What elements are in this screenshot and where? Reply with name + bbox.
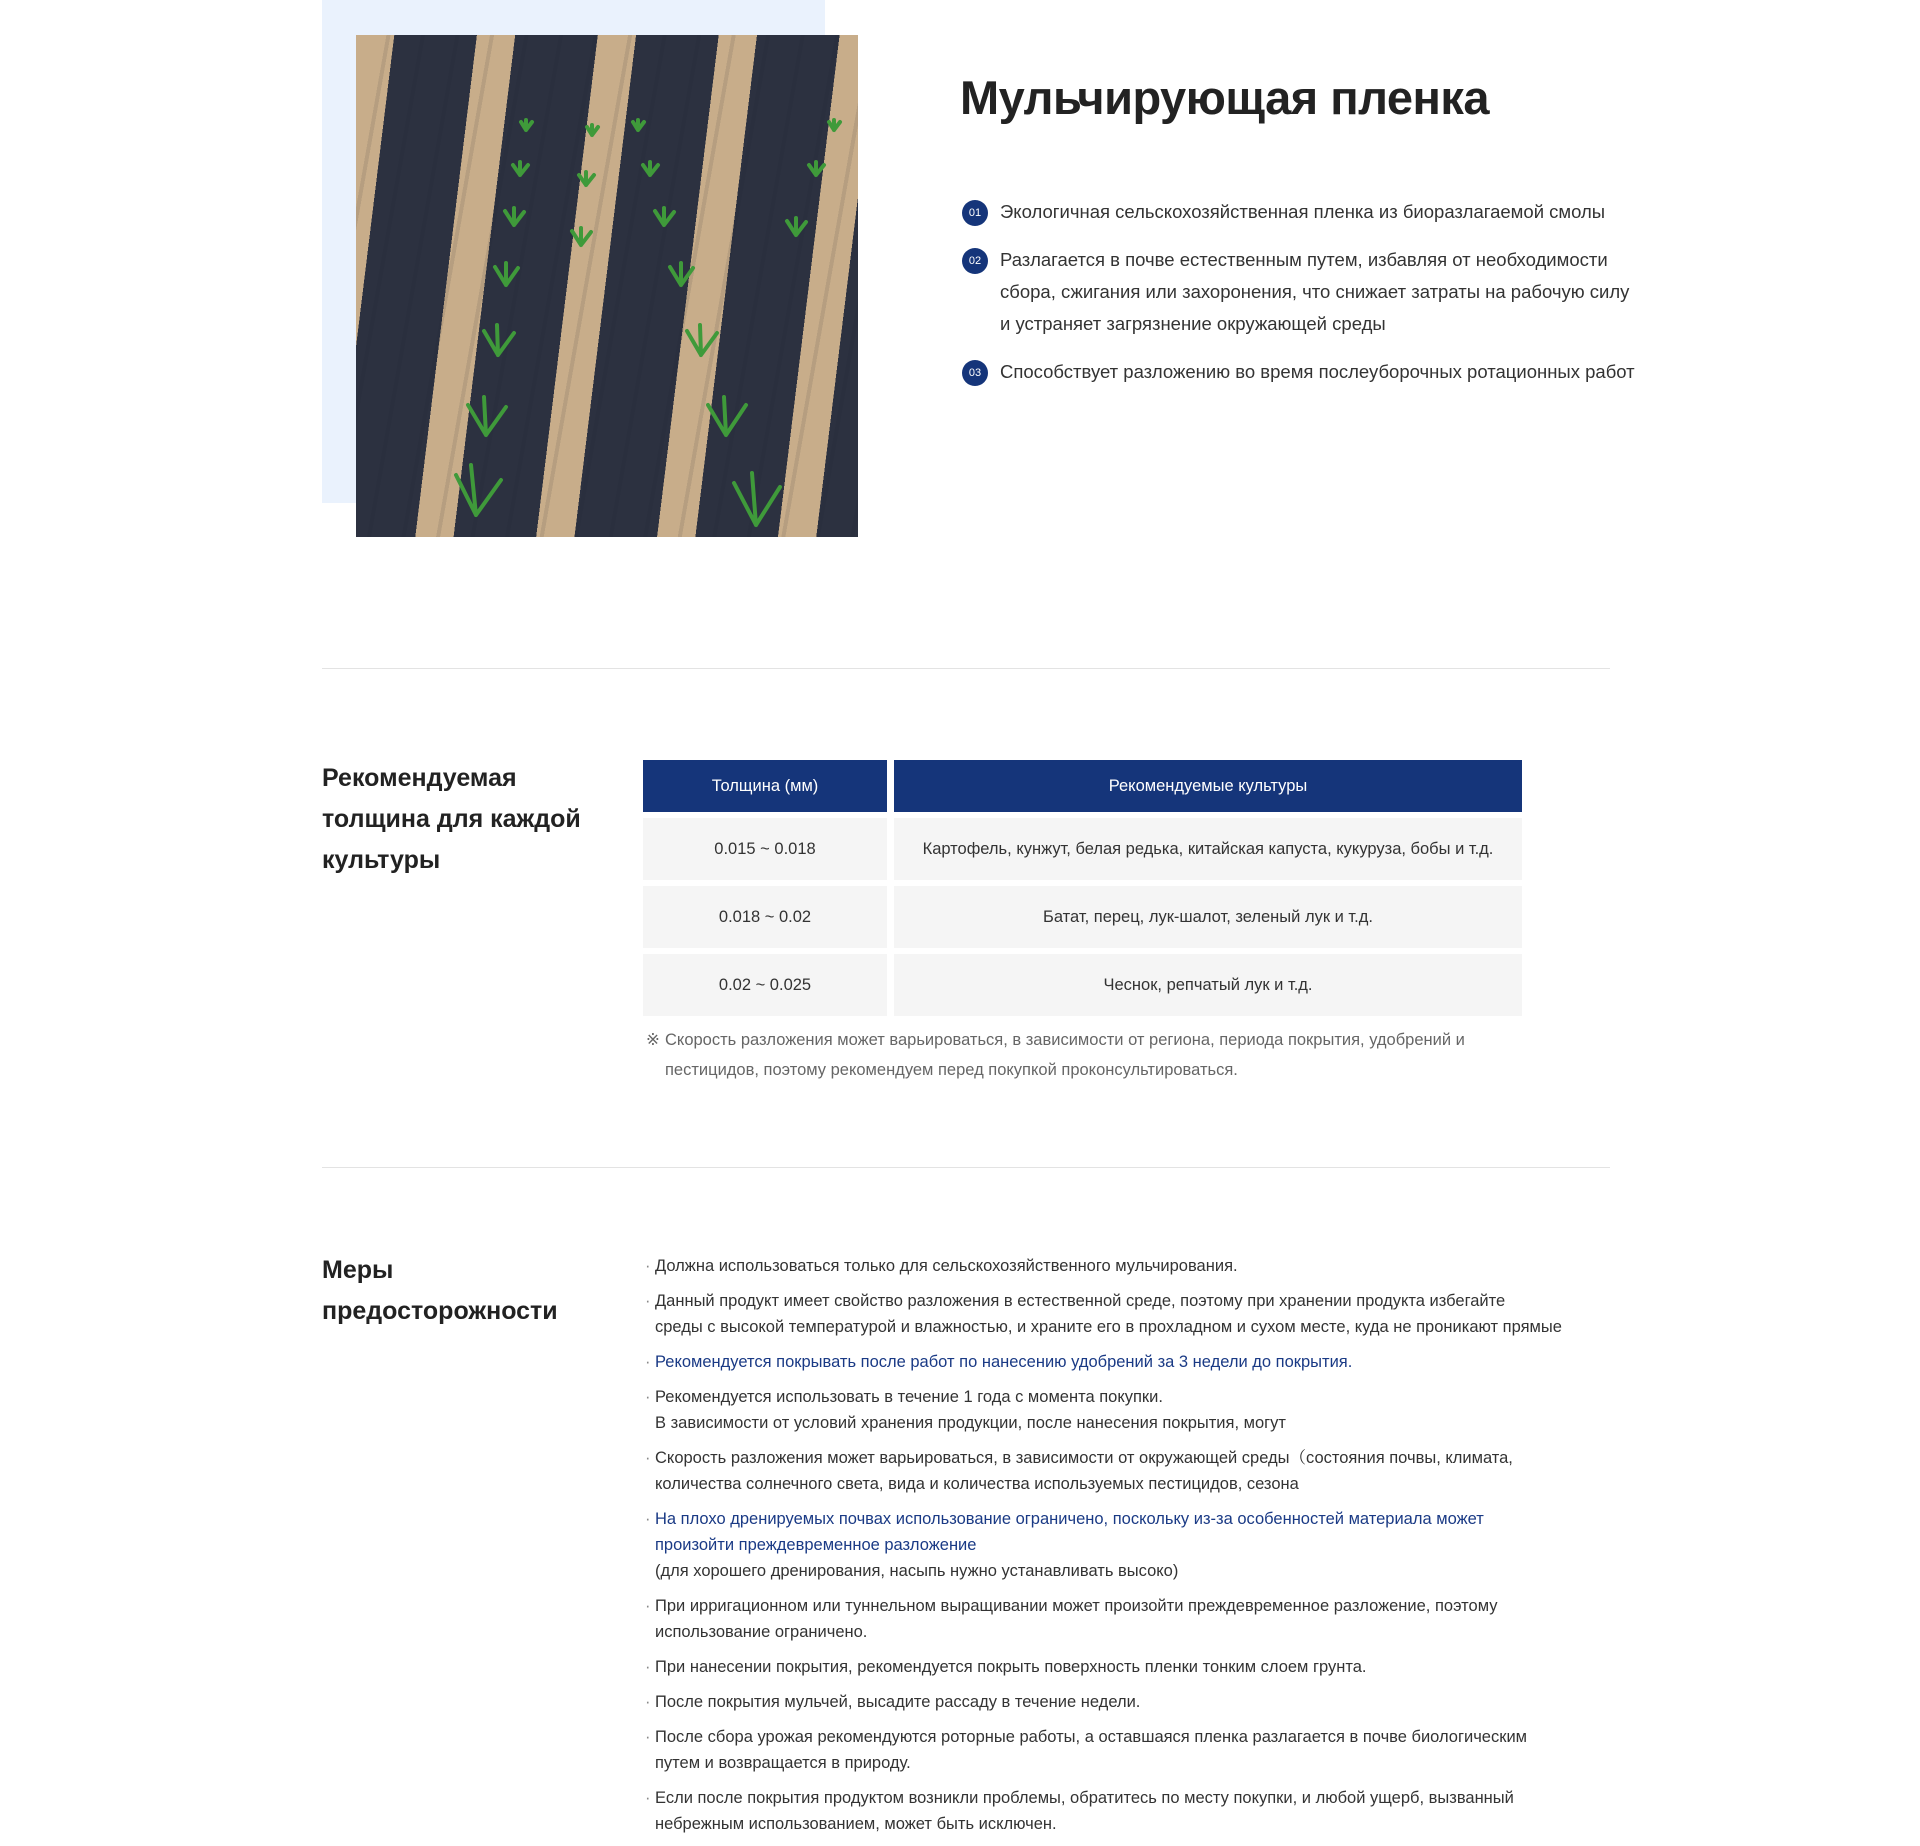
list-item (645, 1785, 1605, 1837)
precautions-list (645, 1253, 1605, 1846)
precautions-section-title (322, 1250, 558, 1332)
column-header-crops: Рекомендуемые культуры (894, 760, 1522, 812)
feature-item (962, 356, 1682, 388)
list-item-text: небрежным использованием, может быть исключен. (655, 1815, 1057, 1833)
table-row (643, 818, 1522, 880)
mulch-film-field-photo (356, 35, 858, 537)
list-item (645, 1506, 1605, 1584)
list-item-text: При нанесении покрытия, рекомендуется покрыть поверхность пленки тонким слоем грунта. (655, 1658, 1367, 1676)
bullet-icon: · (645, 1292, 651, 1310)
page-title: Мульчирующая пленка (960, 71, 1490, 124)
list-item (645, 1724, 1605, 1776)
feature-text: Способствует разложению во время послеуборочных ротационных работ (1000, 361, 1635, 382)
list-item-text: Данный продукт имеет свойство разложения в естественной среде, поэтому при хранении продукта избегайте (655, 1292, 1506, 1310)
bullet-icon: · (645, 1510, 651, 1528)
feature-number-badge: 01 (962, 200, 988, 226)
feature-text: Экологичная сельскохозяйственная пленка из биоразлагаемой смолы (1000, 201, 1606, 222)
crops-cell: Чеснок, репчатый лук и т.д. (894, 954, 1522, 1016)
reference-mark-icon: ※ (646, 1031, 660, 1049)
bullet-icon: · (645, 1789, 651, 1807)
feature-item (962, 244, 1640, 340)
bullet-icon: · (645, 1693, 651, 1711)
list-item-text: произойти преждевременное разложение (655, 1536, 977, 1554)
list-item-text: Скорость разложения может варьироваться, в зависимости от окружающей среды（состояния почвы, климата, (655, 1449, 1513, 1467)
feature-text: Разлагается в почве естественным путем, избавляя от необходимости сбора, сжигания или захоронения, что снижает затраты на рабочую силу и устраняет загрязнение окружающей среды (1000, 249, 1630, 334)
list-item-text: После покрытия мульчей, высадите рассаду в течение недели. (655, 1693, 1141, 1711)
section-title-line: культуры (322, 846, 441, 874)
list-item-text: Должна использоваться только для сельскохозяйственного мульчирования. (655, 1257, 1238, 1275)
bullet-icon: · (645, 1257, 651, 1275)
note-text: Скорость разложения может варьироваться, в зависимости от региона, периода покрытия, удобрений и пестицидов, поэтому рекомендуем перед покупкой проконсультироваться. (665, 1031, 1465, 1079)
thickness-section-title (322, 758, 581, 881)
list-item (645, 1445, 1605, 1497)
list-item-text: После сбора урожая рекомендуются роторные работы, а оставшаяся пленка разлагается в почве биологическим (655, 1728, 1528, 1746)
table-header-row (643, 760, 1522, 812)
list-item (645, 1384, 1605, 1436)
list-item-text: Рекомендуется покрывать после работ по нанесению удобрений за 3 недели до покрытия. (655, 1353, 1353, 1371)
list-item-subtext: (для хорошего дренирования, насыпь нужно устанавливать высоко) (655, 1562, 1179, 1580)
list-item-text: среды с высокой температурой и влажностью, и храните его в прохладном и сухом месте, куда не проникают прямые (655, 1318, 1562, 1336)
list-item (645, 1288, 1605, 1340)
table-row (643, 886, 1522, 948)
bullet-icon: · (645, 1728, 651, 1746)
list-item-text: Рекомендуется использовать в течение 1 года с момента покупки. (655, 1388, 1163, 1406)
thickness-table (636, 754, 1529, 1022)
section-title-line: Рекомендуемая (322, 764, 517, 792)
column-header-thickness: Толщина (мм) (643, 760, 887, 812)
thickness-cell: 0.018 ~ 0.02 (643, 886, 887, 948)
thickness-cell: 0.015 ~ 0.018 (643, 818, 887, 880)
list-item (645, 1689, 1605, 1715)
feature-item (962, 196, 1682, 228)
crops-cell: Картофель, кунжут, белая редька, китайская капуста, кукуруза, бобы и т.д. (894, 818, 1522, 880)
list-item (645, 1253, 1605, 1279)
feature-number-badge: 02 (962, 248, 988, 274)
feature-number-badge: 03 (962, 360, 988, 386)
list-item-text: На плохо дренируемых почвах использование ограничено, поскольку из-за особенностей материала может (655, 1510, 1484, 1528)
list-item-text: использование ограничено. (655, 1623, 868, 1641)
corn-sprouts-illustration (356, 35, 858, 537)
table-row (643, 954, 1522, 1016)
list-item-text: В зависимости от условий хранения продукции, после нанесения покрытия, могут (655, 1414, 1286, 1432)
list-item-text: При ирригационном или туннельном выращивании может произойти преждевременное разложение, поэтому (655, 1597, 1498, 1615)
list-item (645, 1654, 1605, 1680)
bullet-icon: · (645, 1388, 651, 1406)
section-title-line: Меры (322, 1256, 394, 1284)
section-title-line: предосторожности (322, 1297, 558, 1325)
list-item-text: путем и возвращается в природу. (655, 1754, 911, 1772)
section-divider (322, 668, 1610, 669)
list-item (645, 1349, 1605, 1375)
list-item (645, 1593, 1605, 1645)
bullet-icon: · (645, 1353, 651, 1371)
bullet-icon: · (645, 1449, 651, 1467)
section-divider (322, 1167, 1610, 1168)
bullet-icon: · (645, 1597, 651, 1615)
crops-cell: Батат, перец, лук-шалот, зеленый лук и т.д. (894, 886, 1522, 948)
thickness-note (646, 1025, 1535, 1085)
list-item-text: количества солнечного света, вида и количества используемых пестицидов, сезона (655, 1475, 1299, 1493)
bullet-icon: · (645, 1658, 651, 1676)
list-item-text: Если после покрытия продуктом возникли проблемы, обратитесь по месту покупки, и любой ущерб, вызванный (655, 1789, 1514, 1807)
section-title-line: толщина для каждой (322, 805, 581, 833)
feature-list (962, 196, 1682, 404)
thickness-cell: 0.02 ~ 0.025 (643, 954, 887, 1016)
